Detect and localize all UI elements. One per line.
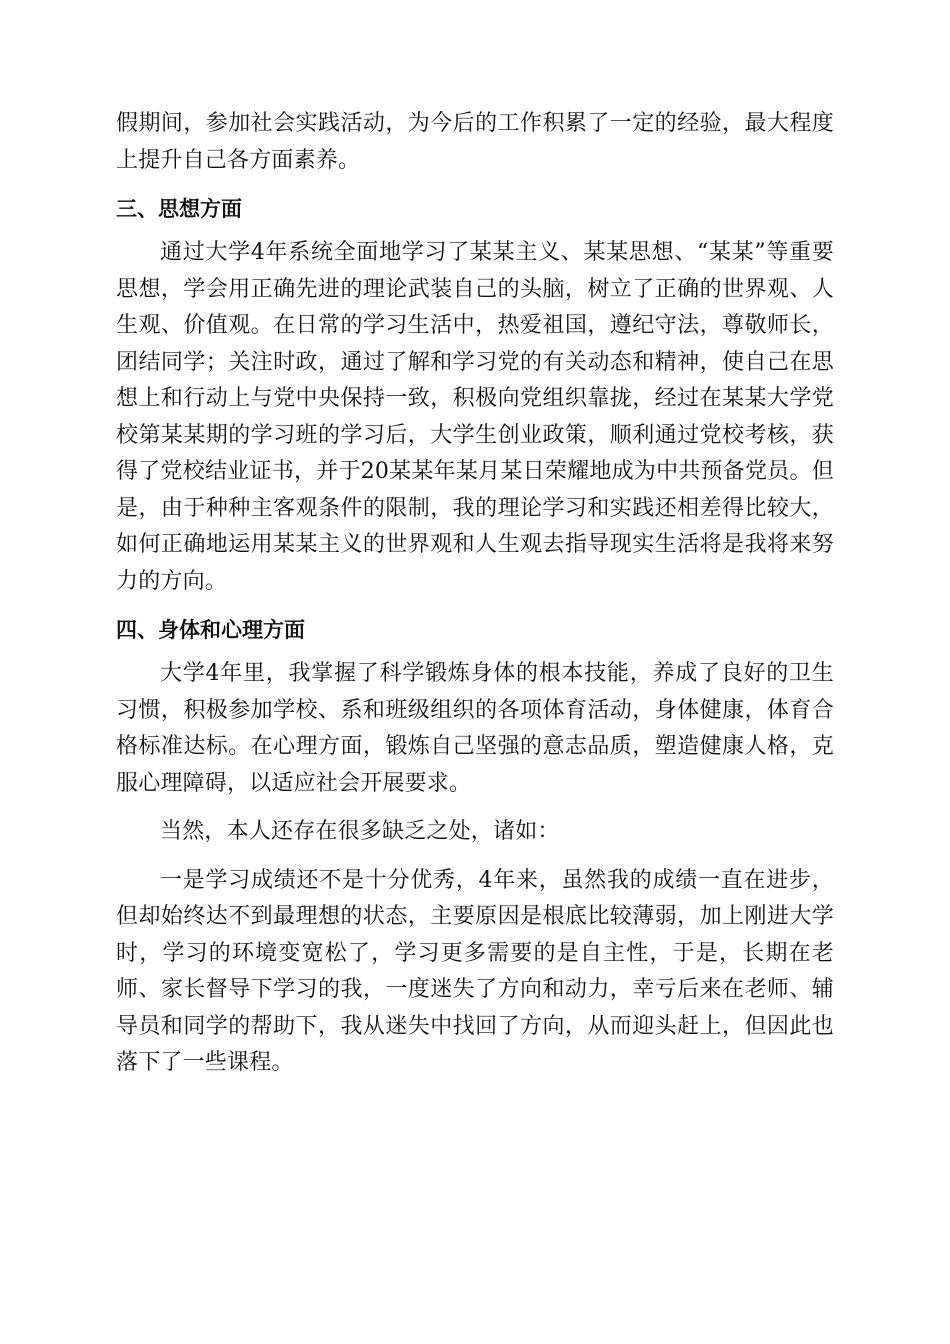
section-heading-thought: 三、思想方面 — [116, 197, 242, 221]
document-page — [116, 106, 834, 1082]
section-heading-body-mind: 四、身体和心理方面 — [116, 618, 305, 642]
intro-paragraph: 假期间，参加社会实践活动，为今后的工作积累了一定的经验，最大程度上提升自己各方面素养。 — [116, 111, 834, 173]
shortcomings-intro-paragraph: 当然，本人还存在很多缺乏之处，诸如： — [160, 819, 560, 844]
body-mind-paragraph: 大学4年里，我掌握了科学锻炼身体的根本技能，养成了良好的卫生习惯，积极参加学校、系和班级组织的各项体育活动，身体健康，体育合格标准达标。在心理方面，锻炼自己坚强的意志品质，塑造健康人格，克服心理障碍，以适应社会开展要求。 — [116, 661, 834, 796]
thought-paragraph: 通过大学4年系统全面地学习了某某主义、某某思想、“某某”等重要思想，学会用正确先进的理论武装自己的头脑，树立了正确的世界观、人生观、价值观。在日常的学习生活中，热爱祖国，遵纪守法，尊敬师长，团结同学；关注时政，通过了解和学习党的有关动态和精神，使自己在思想上和行动上与党中央保持一致，积极向党组织靠拢，经过在某某大学党校第某某期的学习班的学习后，大学生创业政策，顺利通过党校考核，获得了党校结业证书，并于20某某年某月某日荣耀地成为中共预备党员。但是，由于种种主客观条件的限制，我的理论学习和实践还相差得比较大，如何正确地运用某某主义的世界观和人生观去指导现实生活将是我将来努力的方向。 — [116, 240, 834, 594]
shortcoming-one-paragraph: 一是学习成绩还不是十分优秀，4年来，虽然我的成绩一直在进步，但却始终达不到最理想的状态，主要原因是根底比较薄弱，加上刚进大学时，学习的环境变宽松了，学习更多需要的是自主性，于是，长期在老师、家长督导下学习的我，一度迷失了方向和动力，幸亏后来在老师、辅导员和同学的帮助下，我从迷失中找回了方向，从而迎头赶上，但因此也落下了一些课程。 — [116, 867, 834, 1075]
